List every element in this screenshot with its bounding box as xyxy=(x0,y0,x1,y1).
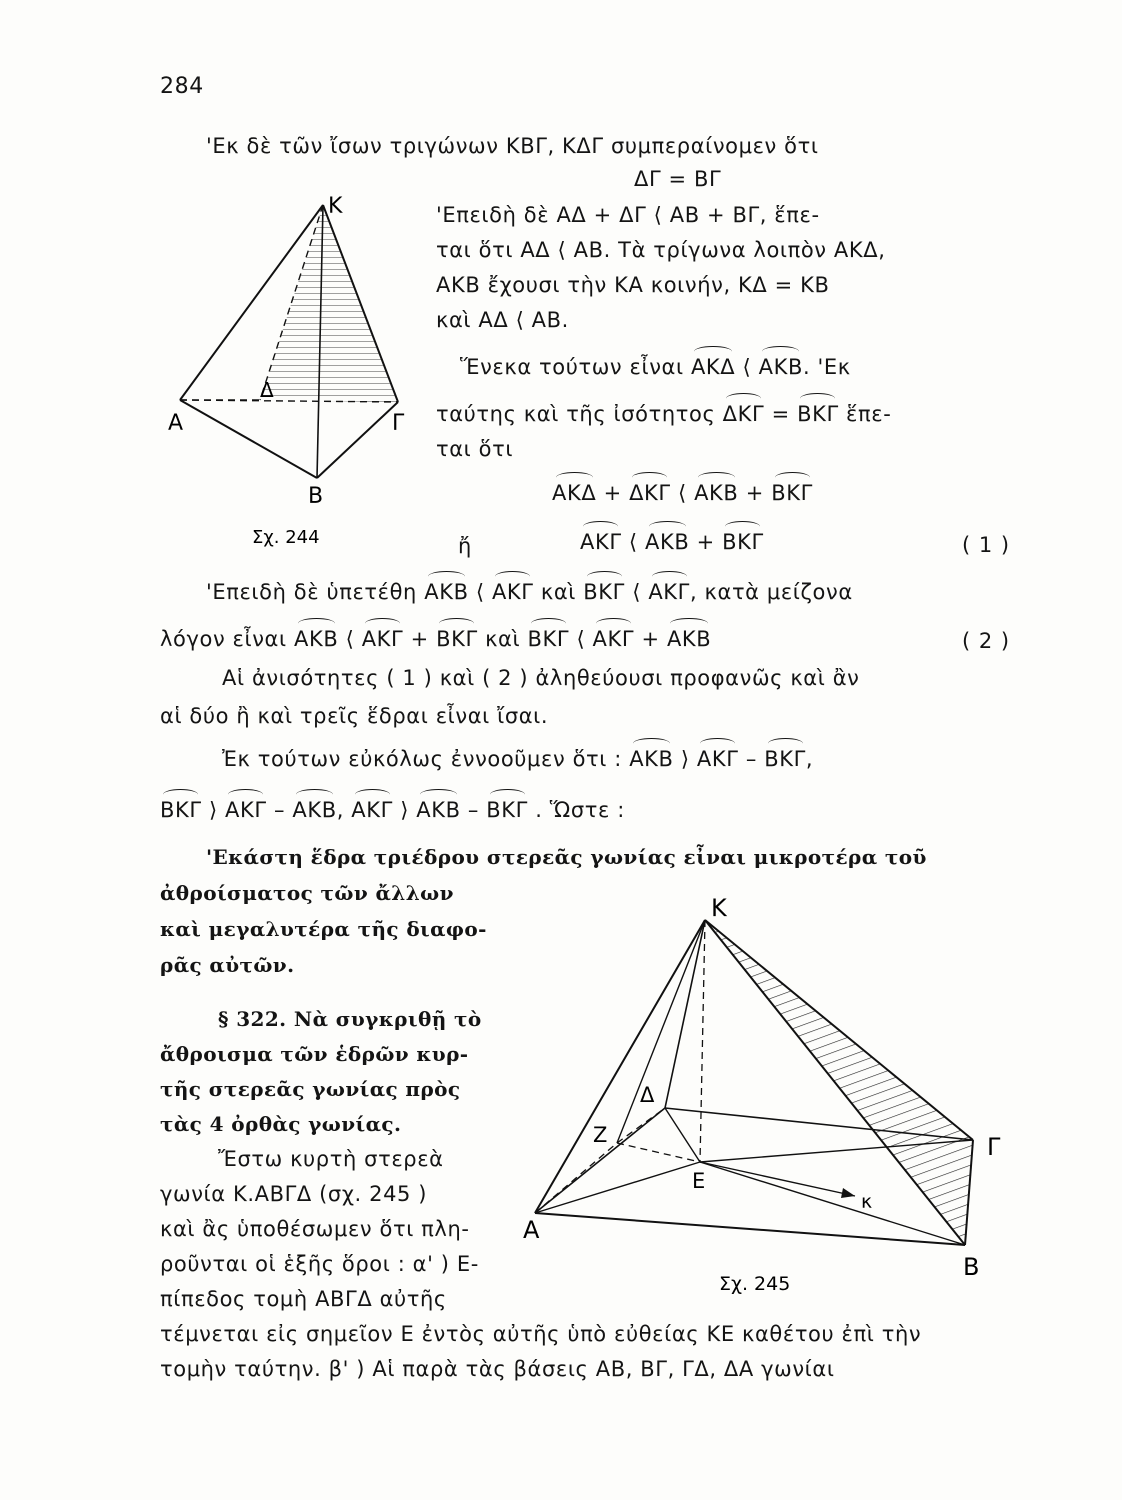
text-line: Ἔστω κυρτὴ στερεὰ xyxy=(218,1147,444,1171)
text-span: , xyxy=(336,798,344,822)
angle-bkg: ΒΚΓ xyxy=(436,627,478,651)
plus: + xyxy=(410,627,429,651)
angle-dkg: ΔΚΓ xyxy=(629,481,671,505)
edge-kz xyxy=(617,920,705,1143)
edge-kg xyxy=(705,920,973,1140)
angle-akb: ΑΚΒ xyxy=(293,627,339,651)
text-line: 'Εκ δὲ τῶν ἴσων τριγώνων ΚΒΓ, ΚΔΓ συμπεραίνομεν ὅτι xyxy=(206,134,819,158)
angle-akb: ΑΚΒ xyxy=(416,798,461,822)
text-span: Ἕνεκα τούτων εἶναι xyxy=(460,355,684,379)
angle-akb: ΑΚΒ xyxy=(694,481,739,505)
greater-than: ⟩ xyxy=(208,798,218,822)
text-line: 'Επειδὴ δὲ ΑΔ + ΔΓ ⟨ ΑΒ + ΒΓ, ἕπε- xyxy=(436,203,820,227)
label-d: Δ xyxy=(640,1083,655,1107)
label-a: Α xyxy=(168,411,184,436)
text-line: ται ὅτι xyxy=(436,437,514,461)
text-line: ΑΚΒ ἔχουσι τὴν ΚΑ κοινήν, ΚΔ = ΚΒ xyxy=(436,273,830,297)
edge-kb xyxy=(705,920,965,1245)
arrow-head-icon xyxy=(841,1188,855,1198)
edge-ab xyxy=(535,1213,965,1245)
angle-akb: ΑΚΒ xyxy=(629,747,674,771)
angle-akg: ΑΚΓ xyxy=(351,798,393,822)
angle-akd: ΑΚΔ xyxy=(690,355,736,379)
label-e: Ε xyxy=(692,1169,706,1193)
equation-or: ἤ xyxy=(458,534,472,558)
text-span: . Ὥστε : xyxy=(535,798,625,822)
plus: + xyxy=(696,530,715,554)
text-line xyxy=(460,355,851,379)
section-heading: τὰς 4 ὀρθὰς γωνίας. xyxy=(160,1112,402,1136)
edge-kd xyxy=(665,920,705,1108)
angle-akg: ΑΚΓ xyxy=(361,627,404,651)
text-span: 'Επειδὴ δὲ ὑπετέθη xyxy=(206,580,417,604)
equals: = xyxy=(771,402,790,426)
label-k: Κ xyxy=(328,194,343,219)
text-line: καὶ ΑΔ ⟨ ΑΒ. xyxy=(436,308,569,332)
hidden-edge-ze xyxy=(617,1143,700,1162)
text-line: Αἱ ἀνισότητες ( 1 ) καὶ ( 2 ) ἀληθεύουσι προφανῶς καὶ ἂν xyxy=(222,666,860,690)
label-b: Β xyxy=(963,1253,980,1281)
angle-bkg: ΒΚΓ xyxy=(771,481,813,505)
angle-akd: ΑΚΔ xyxy=(552,481,597,505)
text-span: λόγον εἶναι xyxy=(160,627,287,651)
hidden-edge-az xyxy=(535,1143,617,1213)
theorem-line: ρᾶς αὐτῶν. xyxy=(160,953,295,977)
edge-gb xyxy=(317,402,398,478)
minus: – xyxy=(745,747,757,771)
angle-bkg: ΒΚΓ xyxy=(797,402,839,426)
angle-akb: ΑΚΒ xyxy=(758,355,803,379)
angle-akg: ΑΚΓ xyxy=(592,627,635,651)
label-a: Α xyxy=(523,1216,540,1244)
plus: + xyxy=(603,481,622,505)
label-z: Ζ xyxy=(593,1123,608,1147)
angle-bkg: ΒΚΓ xyxy=(722,530,764,554)
text-span: , xyxy=(805,747,814,771)
less-than: ⟨ xyxy=(678,481,687,505)
angle-akb: ΑΚΒ xyxy=(645,530,690,554)
text-line: καὶ ἂς ὑποθέσωμεν ὅτι πλη- xyxy=(160,1217,470,1241)
text-line: αἱ δύο ἢ καὶ τρεῖς ἕδραι εἶναι ἴσαι. xyxy=(160,704,549,728)
angle-dkg: ΔΚΓ xyxy=(722,402,765,426)
angle-akb: ΑΚΒ xyxy=(666,627,712,651)
theorem-line: ἀθροίσματος τῶν ἄλλων xyxy=(160,881,454,905)
label-k: Κ xyxy=(711,894,727,922)
text-span: , κατὰ μείζονα xyxy=(689,580,853,604)
text-span: καὶ xyxy=(485,627,521,651)
angle-akb: ΑΚΒ xyxy=(292,798,337,822)
text-span: καὶ xyxy=(540,580,576,604)
angle-bkg: ΒΚΓ xyxy=(583,580,625,604)
plus: + xyxy=(745,481,764,505)
text-span: Ἐκ τούτων εὐκόλως ἐννοοῦμεν ὅτι : xyxy=(222,747,622,771)
equation-line xyxy=(580,530,764,554)
figure-caption: Σχ. 244 xyxy=(252,527,320,548)
section-heading xyxy=(218,1007,482,1031)
angle-akg: ΑΚΓ xyxy=(491,580,534,604)
angle-bkg: ΒΚΓ xyxy=(764,747,806,771)
figure-245 xyxy=(515,890,1035,1300)
label-b: Β xyxy=(308,484,324,509)
angle-bkg: ΒΚΓ xyxy=(160,798,202,822)
text-line: τέμνεται εἰς σημεῖον Ε ἐντὸς αὐτῆς ὑπὸ εὐθείας ΚΕ καθέτου ἐπὶ τὴν xyxy=(160,1322,922,1346)
equation-number-2: ( 2 ) xyxy=(962,629,1011,653)
plus: + xyxy=(641,627,660,651)
angle-bkg: ΒΚΓ xyxy=(486,798,528,822)
minus: – xyxy=(273,798,286,822)
greater-than: ⟩ xyxy=(400,798,409,822)
text-line xyxy=(436,402,891,426)
page-number: 284 xyxy=(160,74,204,99)
angle-akg: ΑΚΓ xyxy=(648,580,690,604)
section-number: § 322. xyxy=(218,1007,287,1031)
figure-caption: Σχ. 245 xyxy=(719,1273,791,1295)
angle-bkg: ΒΚΓ xyxy=(527,627,570,651)
angle-akg: ΑΚΓ xyxy=(225,798,267,822)
label-d: Δ xyxy=(260,378,274,402)
less-than: ⟨ xyxy=(475,580,485,604)
minus: – xyxy=(467,798,479,822)
less-than: ⟨ xyxy=(576,627,586,651)
text-line xyxy=(206,580,853,604)
text-line: πίπεδος τομὴ ΑΒΓΔ αὐτῆς xyxy=(160,1287,447,1311)
section-heading: ἄθροισμα τῶν ἑδρῶν κυρ- xyxy=(160,1042,469,1066)
angle-akb: ΑΚΒ xyxy=(424,580,469,604)
angle-akg: ΑΚΓ xyxy=(696,747,739,771)
text-line xyxy=(222,747,813,771)
section-title: Νὰ συγκριθῇ τὸ xyxy=(293,1007,482,1031)
text-span: ἕπε- xyxy=(846,402,892,426)
text-line: τομὴν ταύτην. β' ) Αἱ παρὰ τὰς βάσεις ΑΒ, ΒΓ, ΓΔ, ΔΑ γωνίαι xyxy=(160,1357,835,1381)
greater-than: ⟩ xyxy=(680,747,690,771)
equation-dg-bg: ΔΓ = ΒΓ xyxy=(634,167,722,191)
less-than: ⟨ xyxy=(345,627,355,651)
text-line: ροῦνται οἱ ἑξῆς ὅροι : α' ) Ε- xyxy=(160,1252,479,1276)
equation-line xyxy=(552,481,813,505)
label-g: Γ xyxy=(392,411,405,436)
text-line xyxy=(160,627,711,651)
text-line: γωνία Κ.ΑΒΓΔ (σχ. 245 ) xyxy=(160,1182,428,1206)
theorem-line: καὶ μεγαλυτέρα τῆς διαφο- xyxy=(160,917,487,941)
text-span: . 'Εκ xyxy=(802,355,851,379)
less-than: ⟨ xyxy=(742,355,752,379)
edge-de xyxy=(665,1108,700,1162)
theorem-line: 'Εκάστη ἕδρα τριέδρου στερεᾶς γωνίας εἶναι μικροτέρα τοῦ xyxy=(206,845,927,869)
edge-ab xyxy=(180,400,317,478)
section-heading: τῆς στερεᾶς γωνίας πρὸς xyxy=(160,1077,461,1101)
equation-number-1: ( 1 ) xyxy=(962,533,1011,557)
hatched-face xyxy=(260,205,398,402)
figure-244 xyxy=(160,185,430,555)
text-line xyxy=(160,798,625,822)
text-span: ταύτης καὶ τῆς ἰσότητος xyxy=(436,402,716,426)
edge-ek xyxy=(700,1162,855,1196)
text-line: ται ὅτι ΑΔ ⟨ ΑΒ. Τὰ τρίγωνα λοιπὸν ΑΚΔ, xyxy=(436,238,886,262)
less-than: ⟨ xyxy=(628,530,638,554)
less-than: ⟨ xyxy=(632,580,642,604)
label-k-small: κ xyxy=(861,1191,873,1213)
angle-akg: ΑΚΓ xyxy=(580,530,622,554)
label-g: Γ xyxy=(987,1133,1001,1161)
hidden-edge-ke xyxy=(700,920,705,1162)
